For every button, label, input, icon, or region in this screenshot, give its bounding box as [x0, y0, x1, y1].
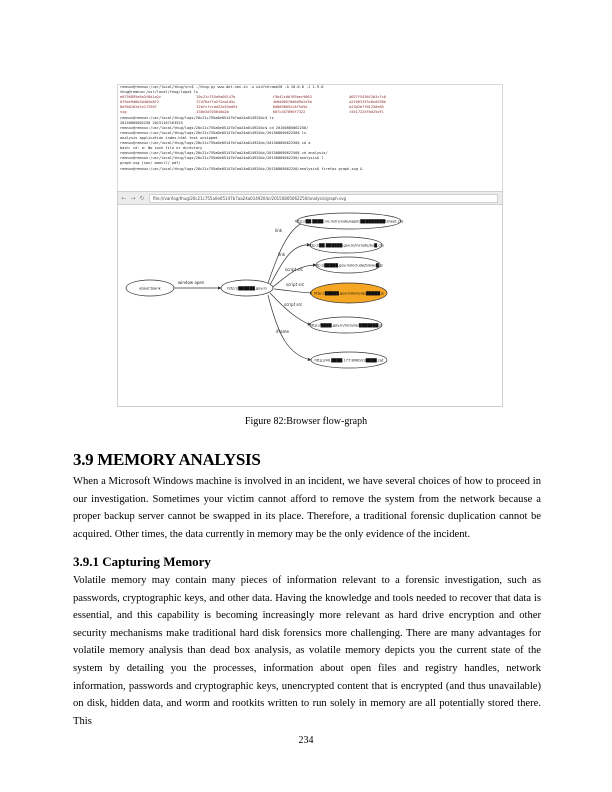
terminal-line: remnux@remnux:/usr/local/thug/src$ ./thug.py www.dot.nov.in -u win7chrome20 -A 10.0.0 -J 1.9.0	[120, 85, 324, 89]
hash-entry: 0d8098052c8f5d5e	[272, 105, 308, 110]
hash-entry: f5b42c0b769bec9063	[272, 95, 312, 100]
terminal-line: bash: cd: a: No such file or directory	[120, 146, 203, 151]
hash-entry: 0027f5436f2b3c7c0	[349, 95, 386, 100]
address-bar: file:///var/log/thug/20c21c755a0e05147b7aa24a0149204c/20150805062250/analysis/graph.svg	[149, 194, 498, 203]
forward-arrow-icon: →	[130, 194, 136, 202]
paragraph: Volatile memory may contain many pieces of information relevant to a forensic investigation, such as passwords, cryptographic keys, and other data. Having the knowledge and tools needed to recover that data is essential, and this capability is becoming increasingly more relevant as hard drive encryption and other security mechanisms make traditional hard disk forensics more challenging. There are many advantages for volatile memory analysis than dead box analysis, as volatile memory depicts you the current state of the system by detailing you the processes, information about open files and registry handles, network information, passwords and cryptographic keys, unencrypted content that is encrypted (and thus unavailable) on disk, hidden data, and worm and rootkits written to run solely in memory are all potentially stored there. This	[73, 575, 541, 727]
browser-toolbar	[118, 192, 502, 205]
hash-entry	[426, 110, 502, 115]
section-heading: 3.9 MEMORY ANALYSIS	[73, 450, 261, 469]
edge-label-window-open: window open	[178, 280, 205, 285]
terminal-line: thug@remnux:/usr/local/thug/logs$ ls	[120, 90, 198, 95]
terminal-line: remnux@remnux:/usr/local/thug/logs/20c21c755a0e05147b7aa24a0149204c/20150805062250/analysis$ firefox graph.svg &	[120, 166, 363, 171]
node-label: http://49.████.177:8080/cs████.cat	[314, 358, 384, 363]
terminal-log	[118, 116, 502, 172]
back-arrow-icon: ←	[121, 194, 127, 202]
hash-entry: svg	[120, 110, 127, 115]
hash-entry: c5517225f0d25df1	[349, 110, 384, 115]
terminal-line: remnux@remnux:/usr/local/thug/logs/20c21c755a0e05147b7aa24a0149204c$ cd 20150805062250/	[120, 125, 309, 130]
edge-label-iframe: iframe	[276, 329, 289, 334]
edge-script-2	[274, 289, 313, 293]
node-label: http://██████.gov.in	[227, 286, 267, 291]
terminal-line: 20150805062250 20151107163525	[120, 120, 183, 125]
node-label: http://█████.gov.in/include/█████.js	[314, 291, 384, 296]
node-label: http://█████.gov.in/include/brows█.js	[313, 263, 383, 268]
edge-link-1	[268, 221, 308, 283]
hash-entry: 32bfcfccdd22e53ed94	[196, 105, 238, 110]
node-label: about:blank	[139, 286, 161, 291]
hash-entry: 0f5ee9d6b5d4b5e8f2	[120, 100, 159, 105]
terminal-line: analysis application index.html text unzipped	[120, 135, 218, 140]
hash-entry: 430e3d705640b2b	[196, 110, 229, 115]
terminal-line: remnux@remnux:/usr/local/thug/logs/20c21c755a0e05147b7aa24a0149204c/20150805062250/analysis$ l	[120, 156, 324, 161]
hash-listing	[118, 95, 502, 115]
hash-entry: a2f063f53c8c0536e	[349, 100, 386, 105]
node-label: http://██.██████.gov.in/include/bu█.css	[308, 243, 384, 248]
terminal-line: remnux@remnux:/usr/local/thug/logs/20c21c755a0e05147b7aa24a0149204c/20150805062250$ cd a	[120, 141, 311, 146]
hash-entry: e0756895e6a3f8d1a2c	[120, 95, 162, 100]
terminal-line: remnux@remnux:/usr/local/thug/logs/20c21c755a0e05147b7aa24a0149204c/20150805062250$ ls	[120, 130, 307, 135]
hash-entry: 8e956262d1e172567	[120, 105, 157, 110]
edge-link-2	[270, 245, 310, 285]
paragraph: When a Microsoft Windows machine is involved in an incident, we have several choices of how to proceed in our investigation. Sometimes your victim cannot afford to remove the system from the network because a proper backup server cannot be swapped in its place. Therefore, a traditional forensic duplication cannot be acquired. Other times, the data currently in memory may be the only evidence of the incident.	[73, 476, 541, 540]
browser-screenshot	[117, 191, 503, 407]
page-number: 234	[298, 735, 314, 746]
edge-script-3	[270, 293, 311, 325]
node-label: http://██.████.nic.in/include/applic█████████tsheet.css	[294, 219, 404, 224]
terminal-line: remnux@remnux:/usr/local/thug/logs/20c21c755a0e05147b7aa24a0149204c/20150805062250$ cd analysis/	[120, 151, 328, 156]
edge-label-link: link	[275, 228, 283, 233]
figure-caption: Figure 82:Browser flow-graph	[244, 416, 368, 427]
node-label: http://████.gov.in/include/███████.js	[309, 323, 383, 328]
terminal-screenshot	[117, 84, 503, 192]
edge-label-script: script src	[284, 302, 303, 307]
hash-entry: 20c21c755a9a05147b	[196, 95, 236, 100]
subsection-heading: 3.9.1 Capturing Memory	[73, 554, 211, 569]
edge-label-script: script src	[285, 267, 304, 272]
terminal-line: remnux@remnux:/usr/local/thug/logs/20c21c755a0e05147b7aa24a0149204c$ ls	[120, 115, 274, 120]
hash-entry: 007c457096f7322	[272, 110, 306, 115]
hash-entry: b23d2b7f01250e05	[349, 105, 384, 110]
hash-entry: 27d76a7fa2f2aa1d5c	[196, 100, 236, 105]
hash-entry: 4e6d005f0d0d9a2e3b	[272, 100, 312, 105]
edge-label-link: link	[278, 252, 286, 257]
flow-graph	[118, 205, 502, 405]
terminal-line: graph.svg json/ maecll/ pdf/	[120, 161, 181, 166]
edge-label-script: script src	[286, 282, 305, 287]
reload-icon: ↻	[139, 194, 145, 202]
